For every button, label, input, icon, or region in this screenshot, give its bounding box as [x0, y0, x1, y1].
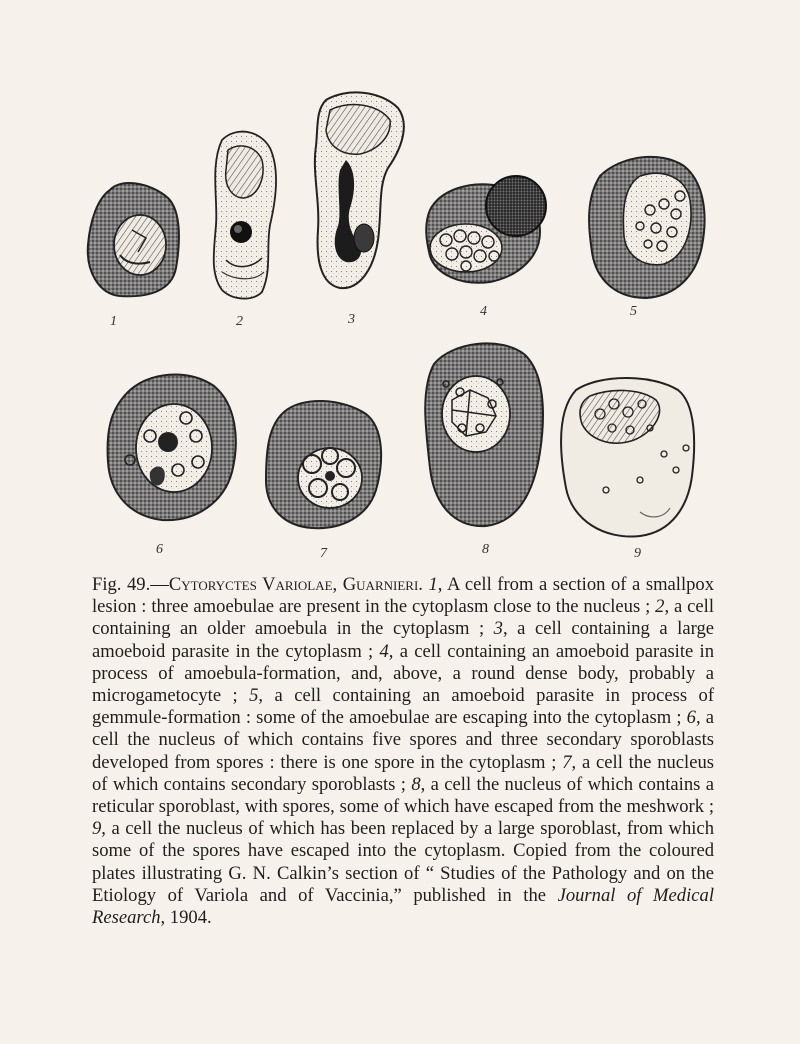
- caption-text-5: , a cell containing an amoeboid parasite in process of gemmule-formation : some of the amoebulae are escaping into the cytoplasm ;: [92, 685, 715, 729]
- cell-figure-1: [88, 183, 179, 296]
- caption-num-7: 7: [562, 751, 572, 773]
- figure-number-6: 6: [156, 542, 163, 557]
- caption-end: , 1904.: [160, 907, 212, 929]
- figure-number-1: 1: [110, 314, 117, 329]
- figure-number-9: 9: [634, 546, 641, 561]
- caption-num-2: 2: [655, 596, 665, 618]
- caption-text-6: , a cell the nucleus of which contains five spores and three secondary sporoblasts developed from spores : there is one spore in the cytoplasm ;: [92, 707, 714, 773]
- caption-text-9: , a cell the nucleus of which has been replaced by a large sporoblast, from which some of the spores have escaped into the cytoplasm. Copied from the coloured plates illustrating G. N. Calkin’s section of “ Studies of the Pathology and on the Etiology of Variola and of Vaccinia,” published in the: [92, 818, 714, 906]
- cell-figure-5: [589, 157, 705, 298]
- figure-caption: [92, 574, 714, 929]
- cell-figure-8: [425, 343, 543, 526]
- cell-figure-4: [426, 176, 546, 283]
- caption-num-9: 9: [92, 818, 102, 840]
- figure-number-4: 4: [480, 304, 487, 319]
- caption-text-2: , a cell containing an older amoebula in the cytoplasm ;: [92, 596, 714, 640]
- caption-num-6: 6: [686, 707, 696, 729]
- cell-figure-2: [214, 132, 276, 299]
- caption-text-4: , a cell containing an amoeboid parasite in process of amoebula-formation, and, above, a round dense body, probably a microgametocyte ;: [92, 640, 714, 707]
- caption-journal: Journal of Medical Research: [92, 884, 714, 929]
- caption-title: Cytoryctes Variolae, Guarnieri.: [168, 574, 423, 595]
- cell-figure-7: [266, 401, 381, 528]
- figure-number-3: 3: [348, 312, 355, 327]
- cell-figure-3: [315, 92, 404, 288]
- caption-num-8: 8: [411, 773, 421, 795]
- caption-num-3: 3: [493, 618, 503, 640]
- caption-text-1: , A cell from a section of a smallpox lesion : three amoebulae are present in the cytoplasm close to the nucleus ;: [92, 574, 715, 618]
- caption-text-8: , a cell the nucleus of which contains a reticular sporoblast, with spores, some of which have escaped from the meshwork ;: [92, 773, 714, 818]
- figure-number-7: 7: [320, 546, 327, 561]
- caption-text-3: , a cell containing a large amoeboid parasite in the cytoplasm ;: [92, 618, 715, 662]
- caption-num-4: 4: [379, 640, 389, 662]
- figure-number-2: 2: [236, 314, 243, 329]
- cell-figure-6: [108, 375, 236, 521]
- cell-figure-9: [561, 378, 694, 537]
- caption-num-1: 1: [428, 574, 438, 595]
- figure-number-8: 8: [482, 542, 489, 557]
- figure-number-5: 5: [630, 304, 637, 319]
- caption-text-7: , a cell the nucleus of which contains secondary sporoblasts ;: [92, 751, 714, 795]
- caption-prefix: Fig. 49.—: [92, 574, 169, 595]
- caption-num-5: 5: [249, 685, 259, 707]
